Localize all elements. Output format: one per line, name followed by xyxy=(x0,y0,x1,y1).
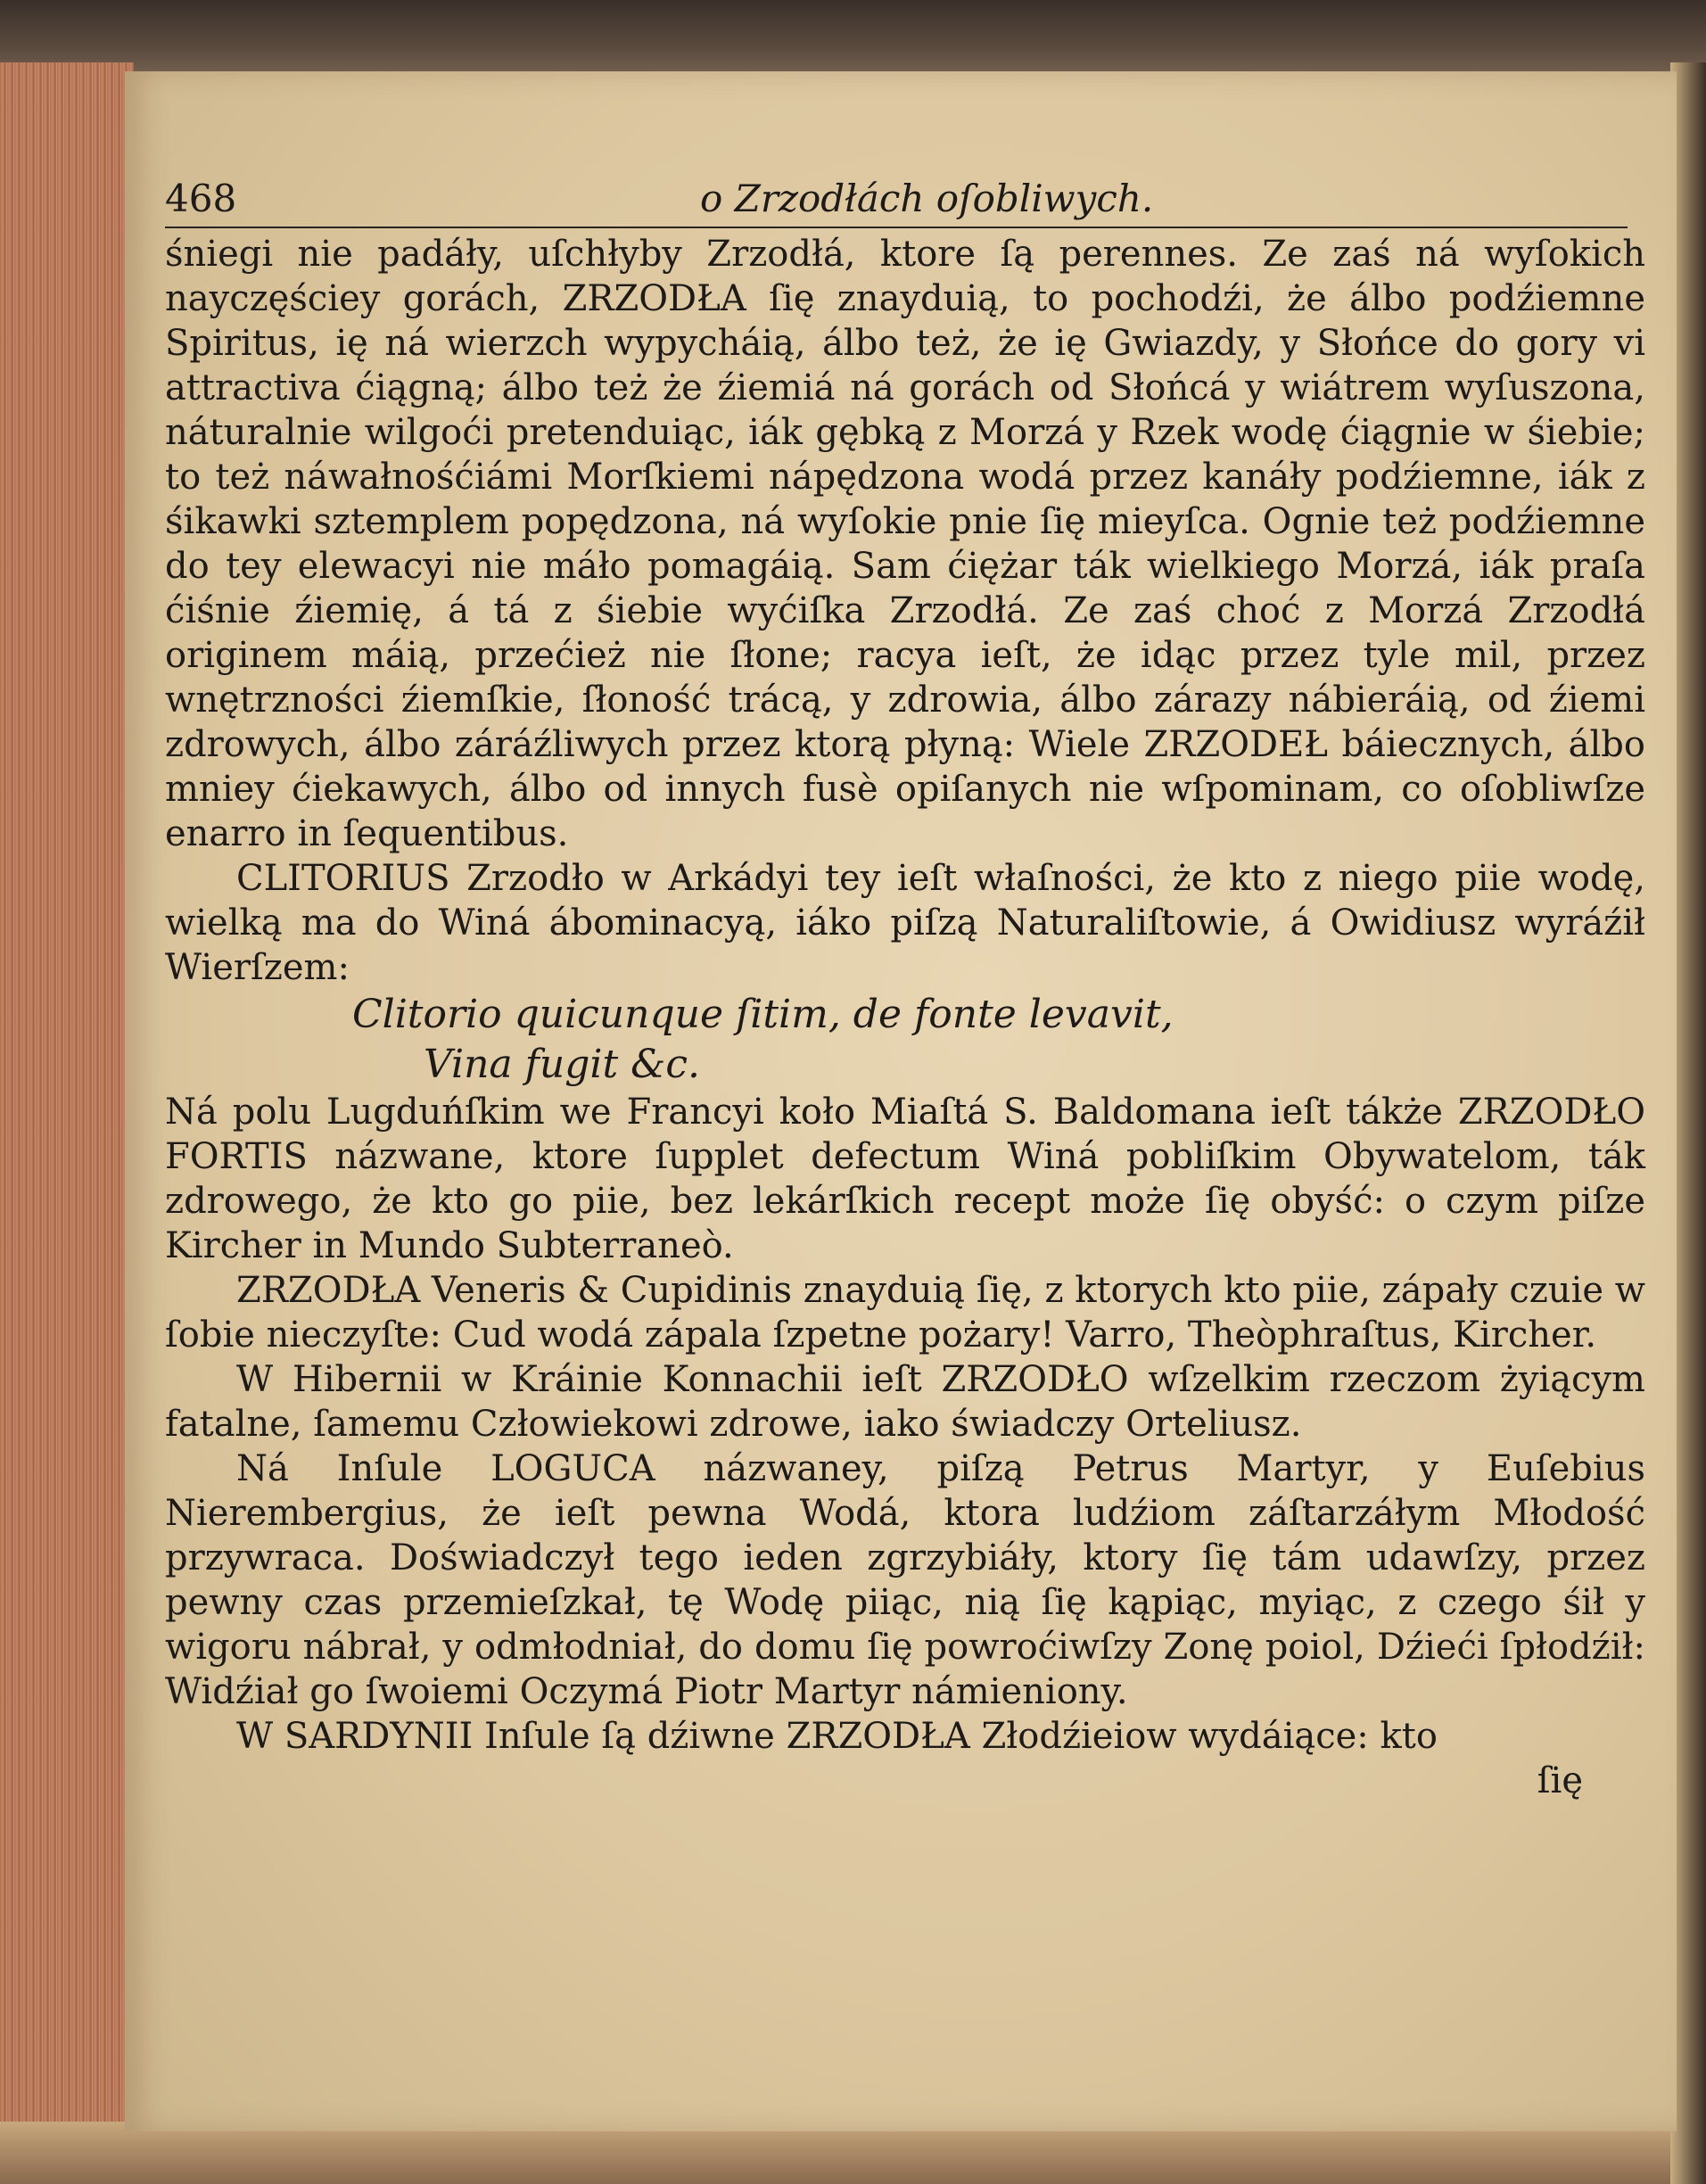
page-number: 468 xyxy=(165,177,237,220)
text-block xyxy=(165,177,1645,1803)
running-title: o Zrzodłách oſobliwych. xyxy=(700,177,1154,220)
verse-line: Clitorio quicunque ſitim, de fonte levavit, xyxy=(352,992,1174,1037)
paragraph: CLITORIUS Zrzodło w Arkádyi tey ieſt właſności, że kto z niego piie wodę, wielką ma do Winá ábominacyą, iáko piſzą Naturaliſtowie, á Owidiusz wyráźił Wierſzem: xyxy=(165,858,1645,988)
catchword: ſię xyxy=(1537,1760,1583,1801)
paragraph: śniegi nie padáły, uſchłyby Zrzodłá, ktore ſą perennes. Ze zaś ná wyſokich nayczęściey gorách, ZRZODŁA ſię znayduią, to pochodźi, że álbo podźiemne Spiritus, ię ná wierzch wypycháią, álbo też, że ię Gwiazdy, y Słońce do gory vi attractiva ćiągną; álbo też że źiemiá ná gorách od Słońcá y wiátrem wyſuszona, náturalnie wilgoći pretenduiąc, iák gębką z Morzá y Rzek wodę ćiągnie w śiebie; to też náwałnośćiámi Morſkiemi nápędzona wodá przez kanáły podźiemne, iák z śikawki sztemplem popędzona, ná wyſokie pnie ſię mieyſca. Ognie też podźiemne do tey elewacyi nie máło pomagáią. Sam ćiężar ták wielkiego Morzá, iák praſa ćiśnie źiemię, á tá z śiebie wyćiſka Zrzodłá. Ze zaś choć z Morzá Zrzodłá originem máią, przećież nie ſłone; racya ieſt, że idąc przez tyle mil, przez wnętrzności źiemſkie, ſłoność trácą, y zdrowia, álbo zárazy nábieráią, od źiemi zdrowych, álbo záráźliwych przez ktorą płyną: Wiele ZRZODEŁ báiecznych, álbo mniey ćiekawych, álbo od innych fusè opiſanych nie wſpominam, co oſobliwſze enarro in ſequentibus. xyxy=(165,234,1645,854)
paragraph: W SARDYNII Inſule ſą dźiwne ZRZODŁA Złodźieiow wydáiące: kto xyxy=(236,1716,1438,1757)
verse-line: Vina fugit &c. xyxy=(424,1042,700,1087)
paragraph: W Hibernii w Kráinie Konnachii ieſt ZRZODŁO wſzelkim rzeczom żyiącym fatalne, ſamemu Człowiekowi zdrowe, iako świadczy Orteliusz. xyxy=(165,1359,1645,1445)
book-top-edge xyxy=(0,0,1706,80)
header-rule xyxy=(165,227,1628,228)
paragraph: Ná Inſule LOGUCA názwaney, piſzą Petrus Martyr, y Euſebius Nierembergius, że ieſt pewna Wodá, ktora ludźiom záſtarzáłym Młodość przywraca. Doświadczył tego ieden zgrzybiáły, ktory ſię tám udawſzy, przez pewny czas przemieſzkał, tę Wodę piiąc, nią ſię kąpiąc, myiąc, z czego śił y wigoru nábrał, y odmłodniał, do domu ſię powroćiwſzy Zonę poiol, Dźieći ſpłodźił: Widźiał go ſwoiemi Oczymá Piotr Martyr námieniony. xyxy=(165,1448,1645,1712)
page-edges-left xyxy=(0,62,134,2184)
page-header xyxy=(165,177,1645,227)
paragraph: ZRZODŁA Veneris & Cupidinis znayduią ſię, z ktorych kto piie, zápały czuie w ſobie nieczyſte: Cud wodá zápala ſzpetne pożary! Varro, Theòphraſtus, Kircher. xyxy=(165,1270,1645,1356)
paragraph: Ná polu Lugduńſkim we Francyi koło Miaſtá S. Baldomana ieſt tákże ZRZODŁO FORTIS názwane, ktore ſupplet defectum Winá pobliſkim Obywatelom, ták zdrowego, że kto go piie, bez lekárſkich recept może ſię obyść: o czym piſze Kircher in Mundo Subterraneò. xyxy=(165,1092,1645,1266)
